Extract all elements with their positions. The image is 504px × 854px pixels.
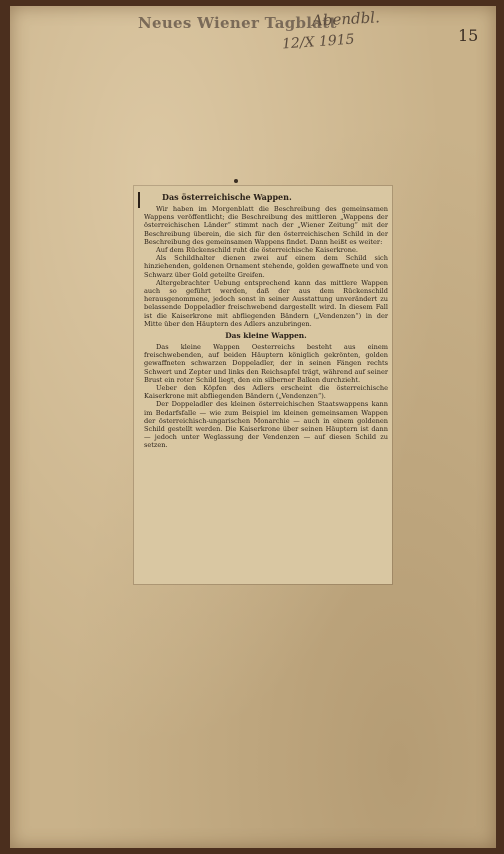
archive-sheet — [10, 6, 496, 848]
handwritten-note: Abendbl. — [311, 8, 381, 30]
clipping-text — [144, 192, 388, 450]
page-number: 15 — [458, 26, 479, 45]
margin-mark — [138, 192, 140, 208]
clipping-paragraph: Als Schildhalter dienen zwei auf einem dem Schild sich hinziehenden, goldenen Ornament stehende, golden gewaffnete und von Schwarz über Gold geteilte Greifen. — [144, 254, 388, 279]
newspaper-clipping — [134, 186, 392, 584]
clipping-paragraph: Der Doppeladler des kleinen österreichischen Staatswappens kann im Bedarfsfalle — wie zum Beispiel im kleinen gemeinsamen Wappen der österreichisch-ungarischen Monarchie — auch in einem goldenen Schild gestellt werden. Die Kaiserkrone über seinen Häuptern ist dann — jedoch unter Weglassung der Vendenzen — auf diesen Schild zu setzen. — [144, 400, 388, 450]
clipping-paragraph: Ueber den Köpfen des Adlers erscheint die österreichische Kaiserkrone mit abfliegenden Bändern („Vendenzen“). — [144, 384, 388, 401]
pin-mark — [234, 179, 238, 183]
clipping-paragraph: Altergebrachter Uebung entsprechend kann das mittlere Wappen auch so geführt werden, daß der aus dem Rückenschild herausgenommene, jedoch sonst in seiner Ausstattung unverändert zu belassende Doppeladler freischwebend dargestellt wird. In diesem Fall ist die Kaiserkrone mit abfliegenden Bändern („Vendenzen“) in der Mitte über den Häuptern des Adlers anzubringen. — [144, 278, 388, 328]
newspaper-masthead: Neues Wiener Tagblatt — [138, 14, 337, 32]
handwritten-date: 12/X 1915 — [281, 31, 356, 53]
clipping-subtitle: Das kleine Wappen. — [225, 331, 307, 341]
clipping-paragraph: Auf dem Rückenschild ruht die österreichische Kaiserkrone. — [156, 246, 358, 255]
clipping-paragraph: Wir haben im Morgenblatt die Beschreibung des gemeinsamen Wappens veröffentlicht; die Beschreibung des mittleren „Wappens der österreichischen Länder“ stimmt nach der „Wiener Zeitung“ mit der Beschreibung überein, die sich für den österreichischen Schild in der Beschreibung des gemeinsamen Wappens findet. Dann heißt es weiter: — [144, 205, 388, 246]
clipping-title: Das österreichische Wappen. — [162, 192, 292, 202]
clipping-paragraph: Das kleine Wappen Oesterreichs besteht aus einem freischwebenden, auf beiden Häuptern königlich gekrönten, golden gewaffneten schwarzen Doppeladler, der in seinen Fängen rechts Schwert und Zepter und links den Reichsapfel trägt, während auf seiner Brust ein roter Schild liegt, den ein silberner Balken durchzieht. — [144, 343, 388, 384]
